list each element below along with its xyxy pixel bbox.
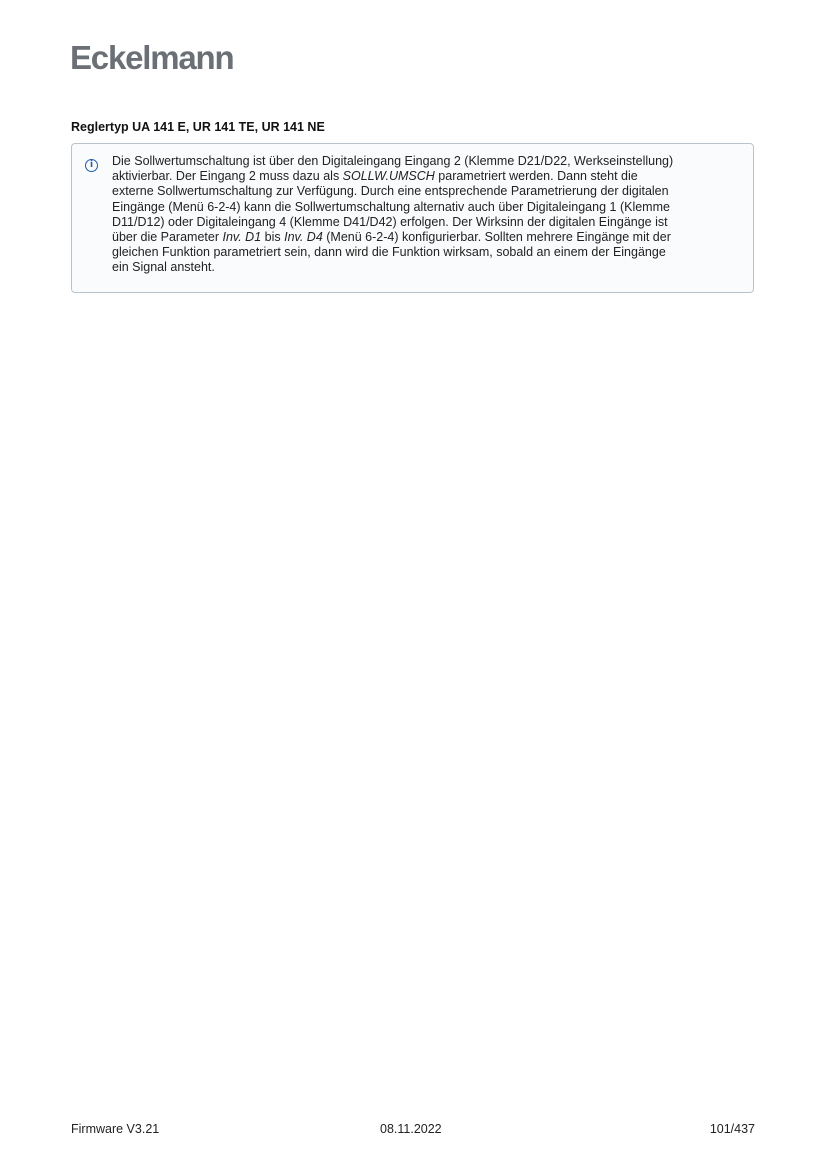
info-line: aktivierbar. Der Eingang 2 muss dazu als SOLLW.UMSCH parametriert werden. Dann steht die — [112, 169, 638, 184]
info-note-text — [112, 154, 742, 276]
info-line: gleichen Funktion parametriert sein, dann wird die Funktion wirksam, sobald an einem der Eingänge — [112, 245, 666, 260]
section-heading: Reglertyp UA 141 E, UR 141 TE, UR 141 NE — [71, 120, 325, 134]
info-line: externe Sollwertumschaltung zur Verfügung. Durch eine entsprechende Parametrierung der digitalen — [112, 184, 669, 199]
param-inv-d4: Inv. D4 — [284, 230, 323, 245]
param-sollw-umsch: SOLLW.UMSCH — [342, 169, 435, 184]
info-line: Eingänge (Menü 6-2-4) kann die Sollwertumschaltung alternativ auch über Digitaleingang 1 (Klemme — [112, 199, 670, 214]
param-inv-d1: Inv. D1 — [222, 230, 262, 245]
footer-page-number: 101/437 — [709, 1122, 755, 1136]
footer-firmware: Firmware V3.21 — [71, 1122, 160, 1136]
info-line: ein Signal ansteht. — [112, 260, 215, 275]
footer-date: 08.11.2022 — [380, 1122, 442, 1136]
company-logo: Eckelmann — [70, 39, 234, 76]
info-note-box — [71, 143, 754, 293]
info-line: Die Sollwertumschaltung ist über den Digitaleingang Eingang 2 (Klemme D21/D22, Werkseinstellung) — [112, 154, 674, 168]
info-line: über die Parameter Inv. D1 bis Inv. D4 (Menü 6-2-4) konfigurierbar. Sollten mehrere Eingänge mit der — [112, 230, 671, 245]
info-line: D11/D12) oder Digitaleingang 4 (Klemme D41/D42) erfolgen. Der Wirksinn der digitalen Eingänge ist — [112, 214, 668, 229]
info-icon: i — [85, 159, 98, 172]
